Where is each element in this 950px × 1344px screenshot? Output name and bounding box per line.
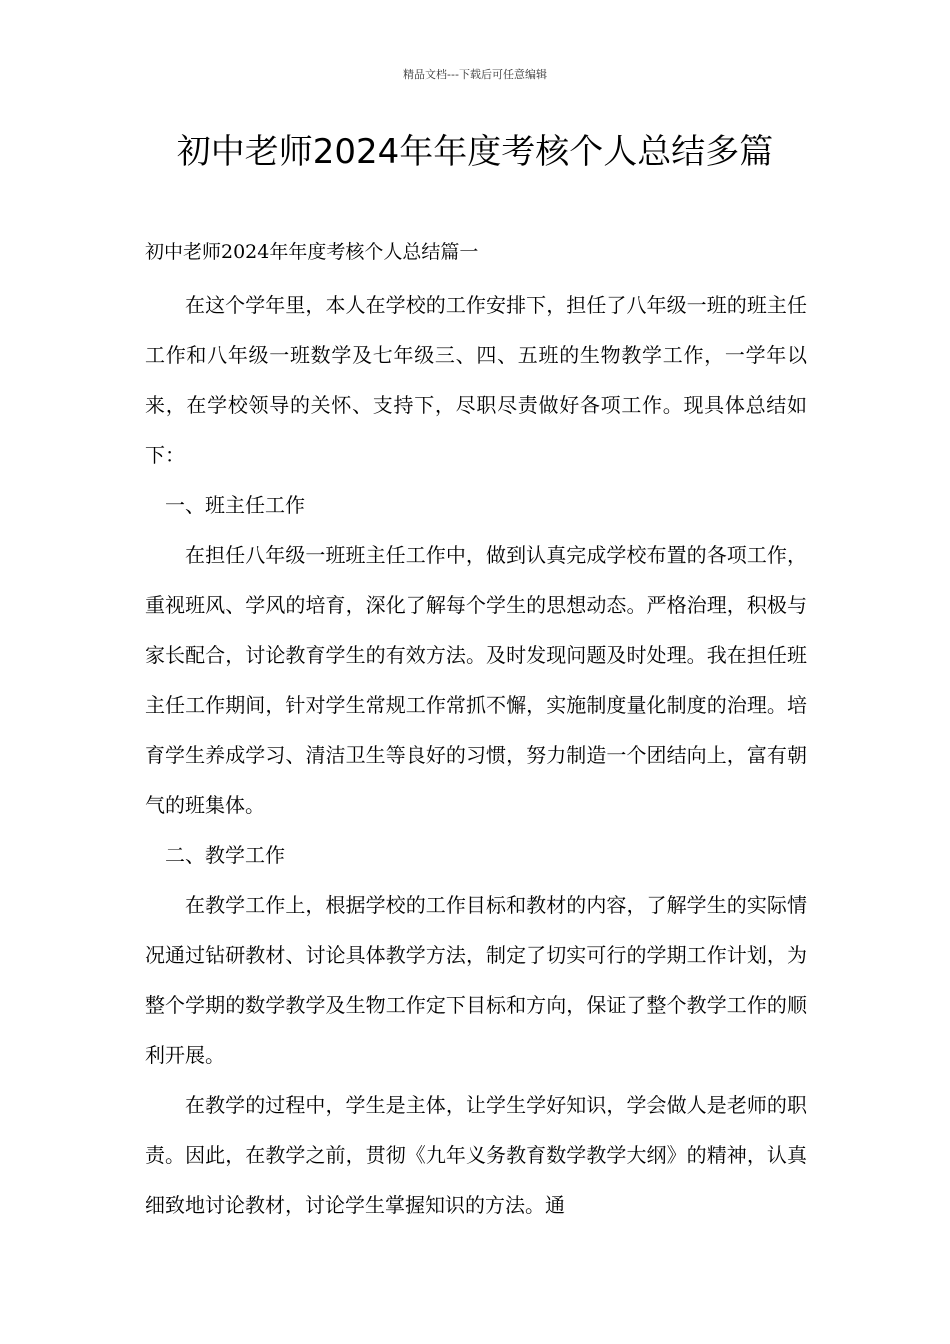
- page-header: 精品文档---下载后可任意编辑: [403, 68, 547, 81]
- paragraph-teaching-process: 在教学的过程中，学生是主体，让学生学好知识，学会做人是老师的职责。因此，在教学之前，贯彻《九年义务教育数学教学大纲》的精神，认真细致地讨论教材，讨论学生掌握知识的方法。通: [145, 1093, 807, 1217]
- section-heading-class-teacher: 一、班主任工作: [165, 493, 305, 517]
- paragraph-intro: 在这个学年里，本人在学校的工作安排下，担任了八年级一班的班主任工作和八年级一班数学及七年级三、四、五班的生物教学工作，一学年以来，在学校领导的关怀、支持下，尽职尽责做好各项工作。现具体总结如下：: [145, 293, 807, 467]
- document-title: 初中老师2024年年度考核个人总结多篇: [176, 132, 774, 172]
- document-body: [145, 232, 807, 1230]
- paragraph-class-teacher: 在担任八年级一班班主任工作中，做到认真完成学校布置的各项工作，重视班风、学风的培育，深化了解每个学生的思想动态。严格治理，积极与家长配合，讨论教育学生的有效方法。及时发现问题及时处理。我在担任班主任工作期间，针对学生常规工作常抓不懈，实施制度量化制度的治理。培育学生养成学习、清洁卫生等良好的习惯，努力制造一个团结向上，富有朝气的班集体。: [145, 543, 807, 817]
- spacer: [145, 272, 807, 280]
- paragraph-teaching-plan: 在教学工作上，根据学校的工作目标和教材的内容，了解学生的实际情况通过钻研教材、讨论具体教学方法，制定了切实可行的学期工作计划，为整个学期的数学教学及生物工作定下目标和方向，保证了整个教学工作的顺利开展。: [145, 893, 807, 1067]
- document-subtitle: 初中老师2024年年度考核个人总结篇一: [145, 241, 479, 263]
- section-heading-teaching: 二、教学工作: [165, 843, 285, 867]
